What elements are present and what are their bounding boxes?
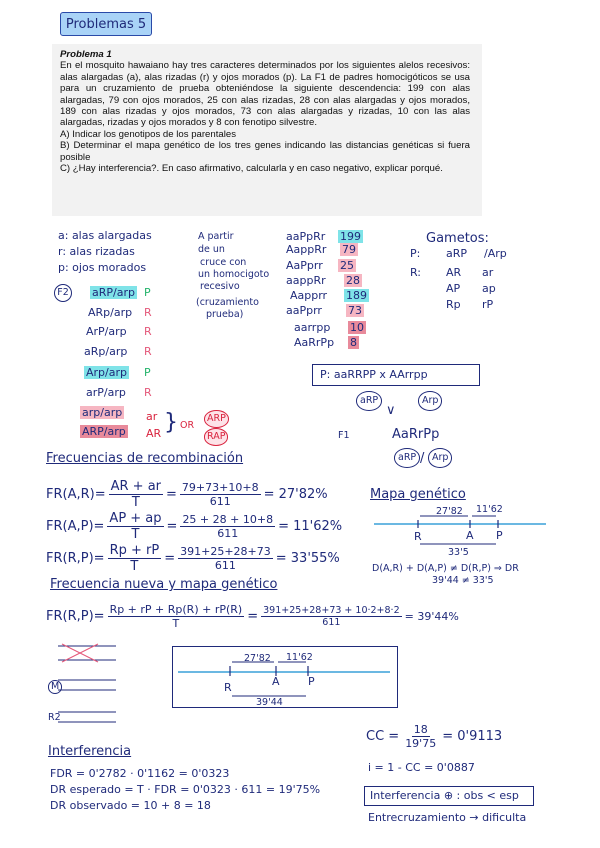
interf-box-text: Interferencia ⊕ : obs < esp [370, 789, 519, 802]
fr-ap-row: FR(A,P)= $\frac{AP + ap}{T}$ = $\frac{25 + 28 + 10+8}{611}$ = 11'62% [46, 511, 343, 542]
map-2-label-p: P [308, 675, 315, 688]
count-n-3: 25 [340, 259, 354, 272]
map-2-label-r: R [224, 681, 232, 694]
small-r-label: R2 [48, 712, 61, 723]
count-n-4: 28 [346, 274, 360, 287]
f2-circle: F2 [54, 284, 72, 302]
type-5: P [144, 366, 151, 379]
fr-ap-lhs: FR(A,P)= [46, 519, 105, 534]
genotype-6: arP/arp [86, 386, 126, 399]
cross-arrow-icon: ∨ [386, 403, 396, 418]
map-1-d2: 11'62 [476, 504, 503, 515]
fr-ap-den2: 611 [217, 527, 239, 540]
cc-lhs: CC = [366, 729, 400, 744]
count-n-1: 199 [340, 230, 361, 243]
fr-rp-den1: T [130, 559, 139, 574]
note-1: A partir [198, 231, 234, 242]
map-2 [172, 646, 396, 706]
fr-ar-lhs: FR(A,R)= [46, 487, 106, 502]
fr-ap-num1: AP + ap [109, 511, 162, 526]
fr-rp-num1: Rp + rP [109, 543, 160, 558]
cc-num: 18 [413, 723, 428, 736]
parent-cross: P: aaRRPP x AArrpp [320, 368, 428, 381]
note-6: (cruzamiento [196, 297, 259, 308]
fr-new-den2: 611 [322, 617, 341, 628]
map-2-d2: 11'62 [286, 652, 313, 663]
map-2-label-a: A [272, 675, 280, 688]
interf-title: Interferencia [48, 744, 132, 759]
map-1-total: 33'5 [448, 547, 469, 558]
fr-new-res: = 39'44% [404, 610, 459, 623]
map-1-label-r: R [414, 530, 422, 543]
fr-rp-num2: 391+25+28+73 [180, 545, 271, 558]
fr-ar-num1: AR + ar [110, 479, 162, 494]
gamete-r-1: AR [446, 266, 462, 279]
type-6: R [144, 386, 152, 399]
note-3: cruce con [200, 257, 247, 268]
map-1-d1: 27'82 [436, 506, 463, 517]
cc-row [366, 724, 502, 749]
p-circle-1: aRP [356, 391, 382, 411]
question-c: C) ¿Hay interferencia?. En caso afirmativo, calcularla y en caso negativo, explicar porqué. [60, 163, 443, 175]
count-g-5: Aapprr [290, 289, 328, 302]
i-eq: i = 1 - CC = 0'0887 [368, 761, 475, 774]
fr-rp-lhs: FR(R,P)= [46, 551, 105, 566]
genotype-5: Arp/arp [86, 366, 127, 379]
type-7: ar [146, 410, 158, 423]
legend-a: a: alas alargadas [58, 229, 152, 242]
problem-text [60, 49, 470, 174]
legend-r: r: alas rizadas [58, 245, 135, 258]
fr-rp-res: = 33'55% [275, 551, 340, 566]
question-b: B) Determinar el mapa genético de los tres genes indicando las distancias genéticas si fuera posible [60, 140, 470, 163]
fr-new-den: T [172, 617, 180, 630]
genotype-1: aRP/arp [92, 286, 135, 299]
genotype-2: ARp/arp [88, 306, 133, 319]
note-4: un homocigoto [198, 269, 270, 280]
fr-ar-den2: 611 [209, 495, 231, 508]
new-title: Frecuencia nueva y mapa genético [50, 577, 278, 592]
genotype-3: ArP/arp [86, 325, 127, 338]
fr-rp-den2: 611 [214, 559, 236, 572]
fr-ap-res: = 11'62% [278, 519, 343, 534]
gamete-r-3: AP [446, 282, 461, 295]
count-n-5: 189 [346, 289, 367, 302]
count-g-4: aappRr [286, 274, 326, 287]
interf-note: Entrecruzamiento → dificulta [368, 811, 527, 824]
dr-esperado: DR esperado = T · FDR = 0'0323 · 611 = 19'75% [50, 783, 321, 796]
type-3: R [144, 325, 152, 338]
gamete-p-label: P: [410, 247, 421, 260]
genotype-7: arp/arp [82, 406, 123, 419]
count-n-6: 73 [348, 304, 362, 317]
type-2: R [144, 306, 152, 319]
type-8: AR [146, 427, 162, 440]
genotype-8: ARP/arp [82, 425, 126, 438]
note-7: prueba) [206, 309, 244, 320]
fr-ar-den1: T [131, 495, 140, 510]
page-title: Problemas 5 [60, 12, 152, 36]
fr-rp-row: FR(R,P)= $\frac{Rp + rP}{T}$ = $\frac{391+25+28+73}{611}$ = 33'55% [46, 543, 340, 574]
count-g-2: AappRr [286, 243, 327, 256]
gamete-r-2: ar [482, 266, 494, 279]
small-m-label: M [48, 680, 62, 694]
fr-new-row: FR(R,P)= $\frac{Rp + rP + Rp(R) + rP(R)}{T}$ = $\frac{391+25+28+73 + 10\cdot 2+8\cdot 2}{611}$ = 39'44% [46, 603, 459, 630]
gamete-r-6: rP [482, 298, 494, 311]
f1-circle-2: Arp [428, 448, 452, 468]
map-2-total: 39'44 [256, 697, 283, 708]
fr-new-num2: 391+25+28+73 + 10·2+8·2 [263, 604, 400, 616]
cc-res: = 0'9113 [442, 729, 503, 744]
type-4: R [144, 345, 152, 358]
f1-circle-1: aRP [394, 448, 420, 468]
count-n-2: 79 [342, 243, 356, 256]
count-g-8: AaRrPp [294, 336, 335, 349]
count-n-8: 8 [350, 336, 357, 349]
count-g-3: AaPprr [286, 259, 323, 272]
fr-ar-row: FR(A,R)= $\frac{AR + ar}{T}$ = $\frac{79+73+10+8}{611}$ = 27'82% [46, 479, 328, 510]
slash-icon: / [420, 451, 425, 466]
note-5: recesivo [200, 281, 240, 292]
count-g-7: aarrpp [294, 321, 331, 334]
fr-ar-num2: 79+73+10+8 [181, 481, 259, 494]
fr-ap-num2: 25 + 28 + 10+8 [182, 513, 274, 526]
dr-observado: DR observado = 10 + 8 = 18 [50, 799, 211, 812]
problem-heading: Problema 1 [60, 49, 112, 60]
map-note-1: D(A,R) + D(A,P) ≠ D(R,P) ⇒ DR [372, 563, 519, 574]
note-2: de un [198, 244, 225, 255]
count-g-6: aaPprr [286, 304, 322, 317]
gamete-r-4: ap [482, 282, 496, 295]
cc-den: 19'75 [405, 737, 437, 750]
genotype-4: aRp/arp [84, 345, 128, 358]
map-title: Mapa genético [370, 487, 466, 502]
map-2-d1: 27'82 [244, 653, 271, 664]
fr-new-num: Rp + rP + Rp(R) + rP(R) [109, 603, 243, 616]
fdr-line: FDR = 0'2782 · 0'1162 = 0'0323 [50, 767, 230, 780]
circle-rap: RAP [204, 428, 228, 446]
circle-arp: ARP [204, 410, 229, 428]
fr-ar-res: = 27'82% [263, 487, 328, 502]
legend-p: p: ojos morados [58, 261, 147, 274]
gamete-r-label: R: [410, 266, 422, 279]
p-circle-2: Arp [418, 391, 442, 411]
count-g-1: aaPpRr [286, 230, 326, 243]
brace-icon: } [164, 410, 178, 435]
or-label: OR [180, 420, 195, 431]
problem-body: En el mosquito hawaiano hay tres caracteres determinados por los siguientes alelos recesivos: alas alargadas (a), alas rizadas (r) y ojos morados (p). La F1 de padres homocigóticos se usa para un cruzamiento de prueba obteniéndose la siguiente descendencia: 199 con alas alargadas, 79 con ojos morados, 25 con alas rizadas, 28 con alas alargadas y ojos morados, 189 con alas rizadas y ojos morados, 73 con alas alargadas y rizadas, 10 con las alas alargadas, rizadas y ojos morados y 8 con fenotipo silvestre. [60, 60, 470, 129]
f1-genotype: AaRrPp [392, 427, 440, 442]
gamete-r-5: Rp [446, 298, 461, 311]
f1-label: F1 [338, 430, 350, 441]
gamete-p-1: aRP [446, 247, 468, 260]
fr-new-lhs: FR(R,P)= [46, 609, 105, 624]
question-a: A) Indicar los genotipos de los parentales [60, 128, 236, 140]
map-1-label-a: A [466, 529, 474, 542]
fr-ap-den1: T [131, 527, 140, 542]
gametes-title: Gametos: [426, 231, 489, 246]
map-note-2: 39'44 ≠ 33'5 [432, 575, 494, 586]
type-1: P [144, 286, 151, 299]
freq-title: Frecuencias de recombinación [46, 451, 244, 466]
gamete-p-2: /Arp [484, 247, 507, 260]
count-n-7: 10 [350, 321, 364, 334]
map-1-label-p: P [496, 529, 503, 542]
